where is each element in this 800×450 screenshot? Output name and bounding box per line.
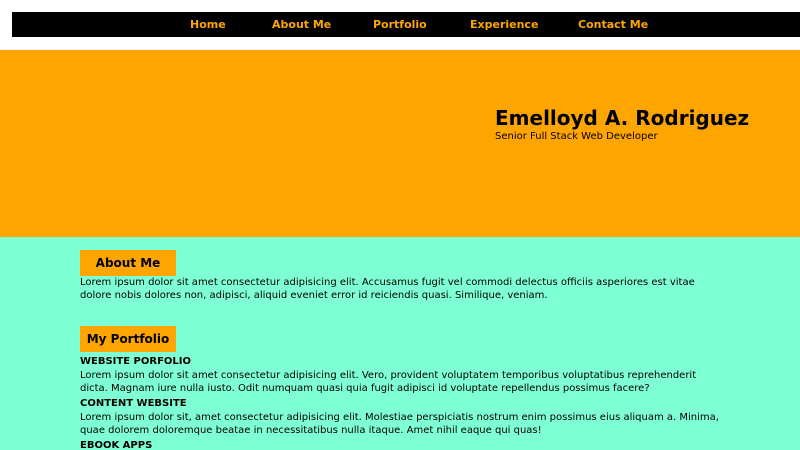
hero-job-title: Senior Full Stack Web Developer [495,131,658,142]
nav-link-home[interactable]: Home [190,18,226,31]
about-me-heading: About Me [80,250,176,276]
nav-link-experience[interactable]: Experience [470,18,539,31]
portfolio-item-text: Lorem ipsum dolor sit, amet consectetur adipisicing elit. Molestiae perspiciatis nostrum enim possimus eius aliquam a. Minima, quae dolorem doloremque beatae in necessitatibus nulla itaque. Amet nihil eaque qui quas! [80,412,719,436]
portfolio-item-title: CONTENT WEBSITE [80,398,187,409]
portfolio-heading: My Portfolio [80,326,176,352]
portfolio-item-title: EBOOK APPS [80,440,153,450]
hero-banner [0,50,800,237]
top-navbar [12,12,800,37]
hero-name: Emelloyd A. Rodriguez [495,106,750,130]
nav-link-portfolio[interactable]: Portfolio [373,18,427,31]
portfolio-item-text: Lorem ipsum dolor sit amet consectetur adipisicing elit. Vero, provident voluptatem temporibus voluptatibus reprehenderit dicta. Magnam iure nulla iusto. Odit numquam quasi quia fugit adipisci id voluptate repellendus possimus facere? [80,370,697,394]
nav-link-about-me[interactable]: About Me [272,18,332,31]
portfolio-item-title: WEBSITE PORFOLIO [80,356,191,367]
about-me-text: Lorem ipsum dolor sit amet consectetur adipisicing elit. Accusamus fugit vel commodi delectus officiis asperiores est vitae dolore nobis dolores non, adipisci, aliquid eveniet error id reiciendis quasi. Similique, veniam. [80,277,695,301]
main-content [0,237,800,450]
nav-link-contact-me[interactable]: Contact Me [578,18,649,31]
